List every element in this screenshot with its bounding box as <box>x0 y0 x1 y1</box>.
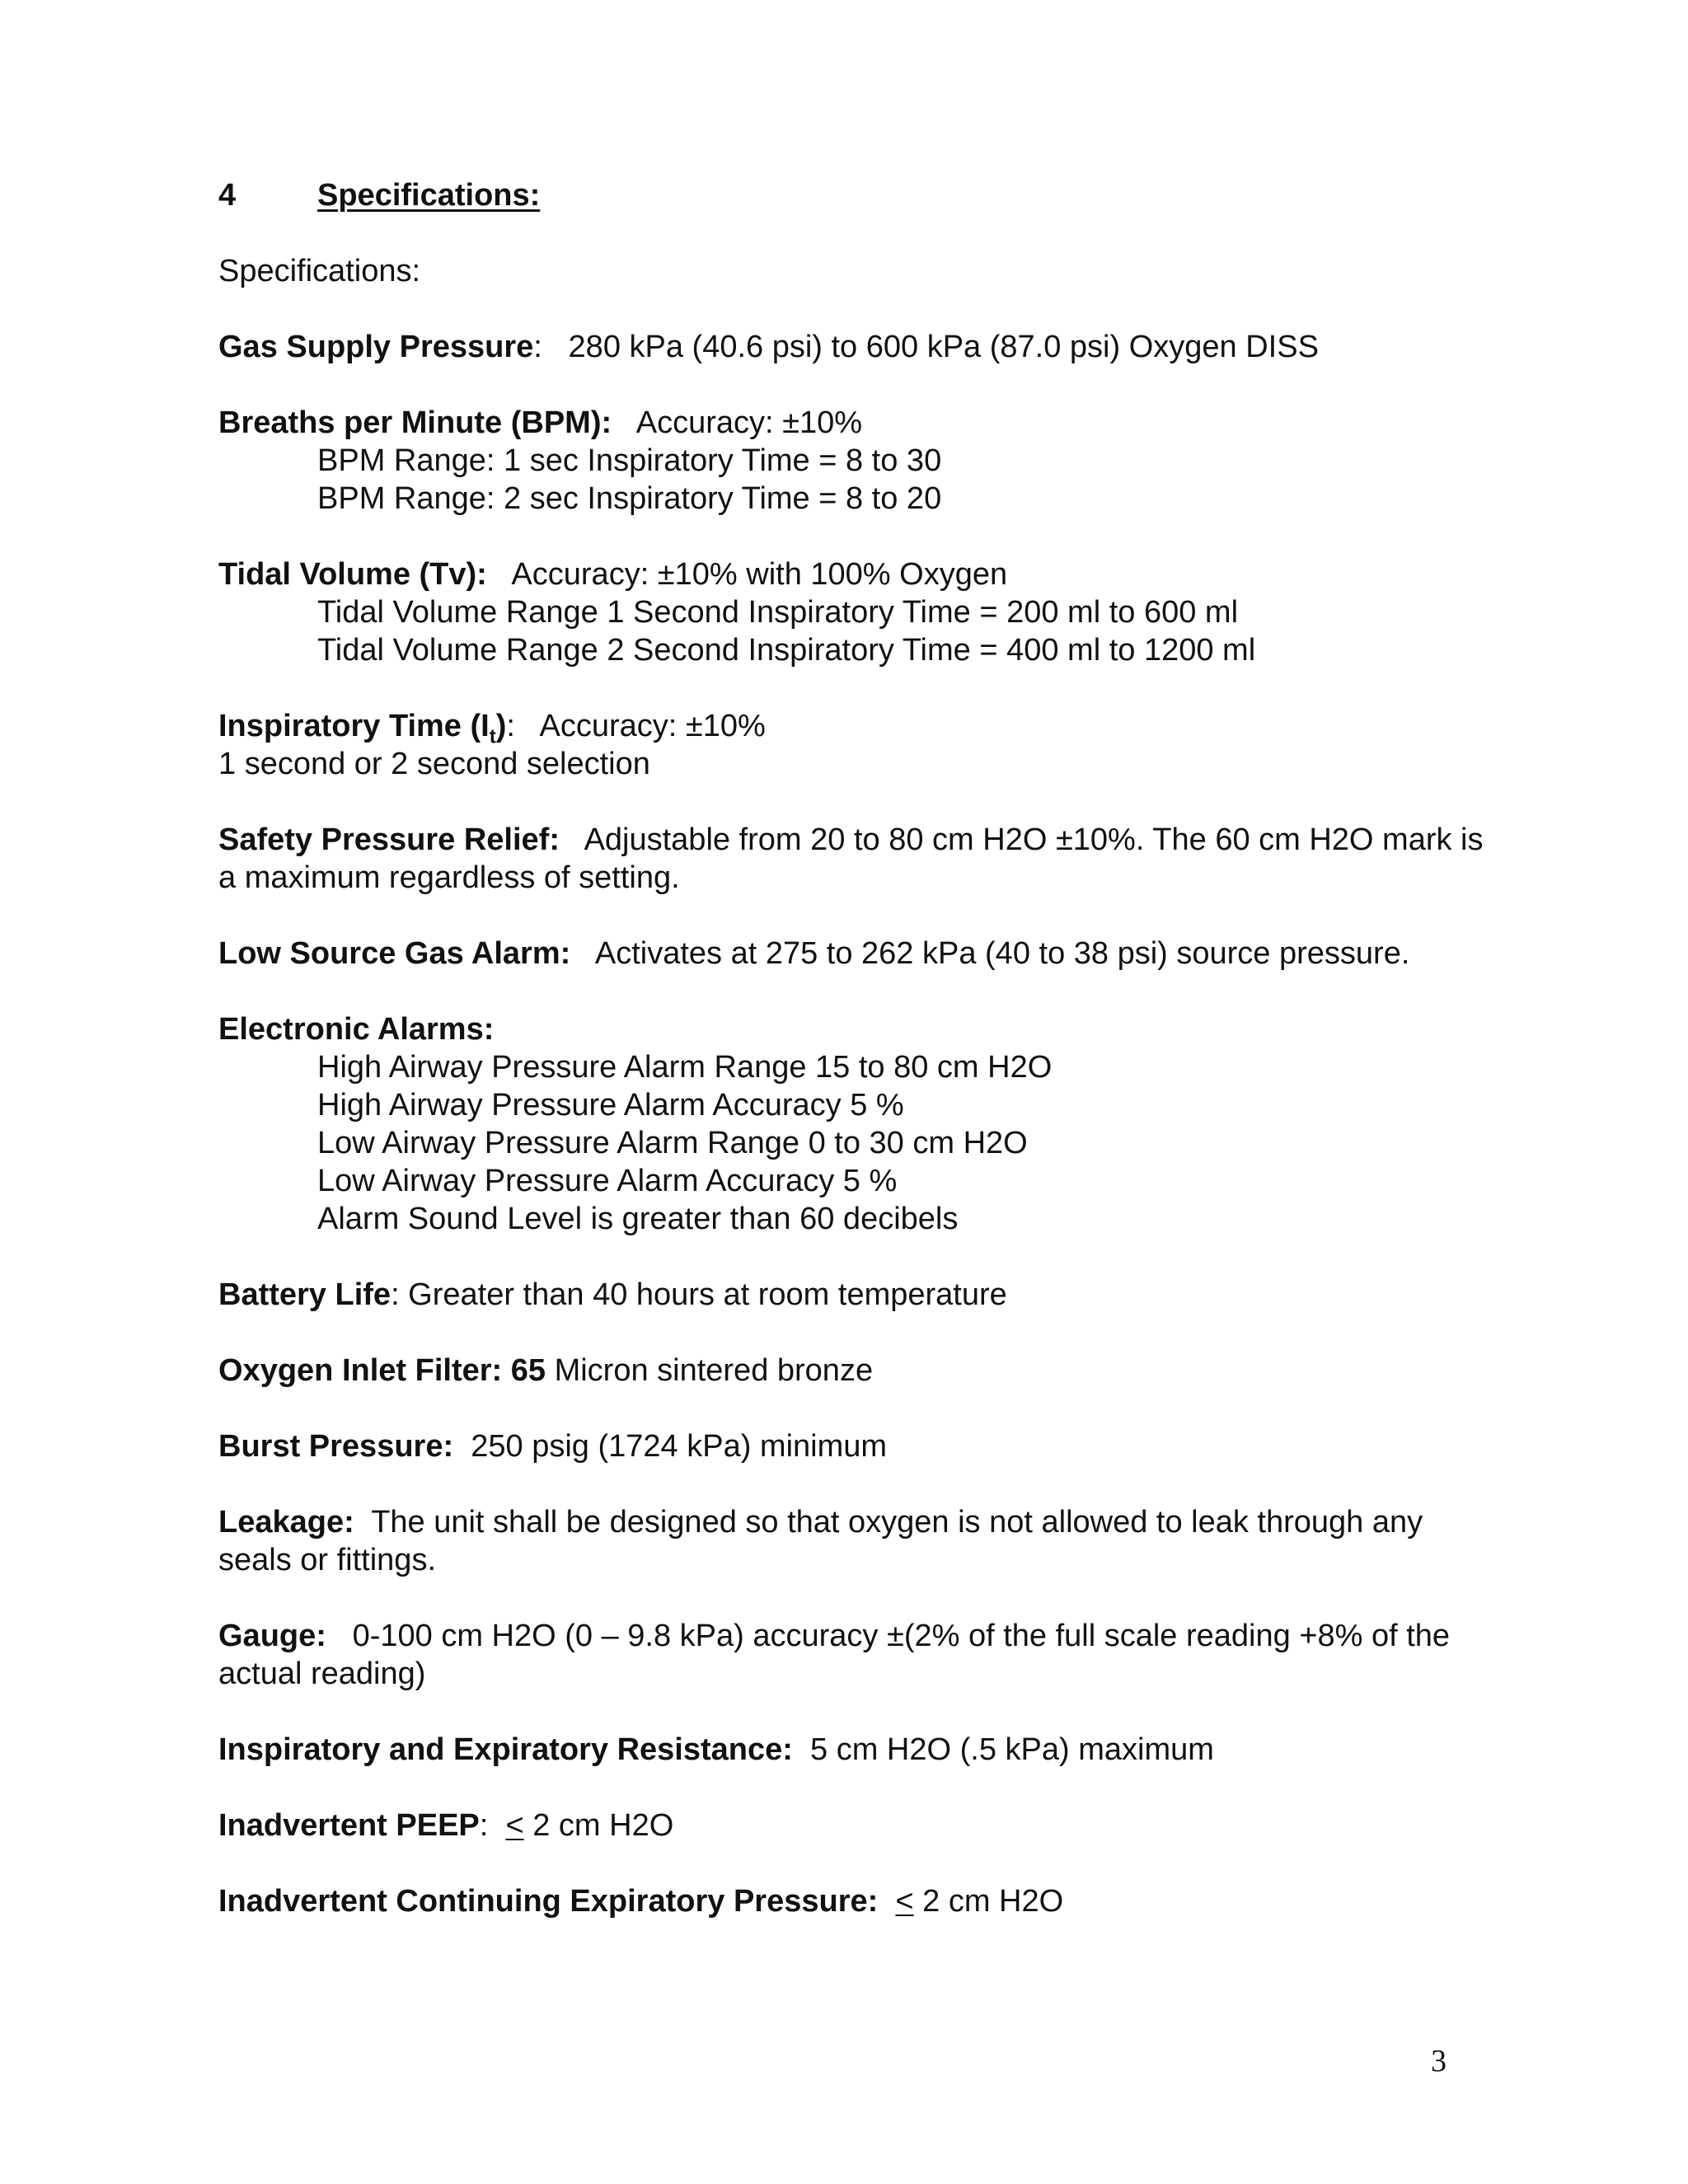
alarm-line-1: High Airway Pressure Alarm Range 15 to 80 cm H2O <box>317 1050 1053 1085</box>
inspiratory-time-label-close: ) <box>495 709 507 743</box>
tidal-volume <box>218 555 1504 669</box>
gas-supply-sep: : <box>533 330 542 364</box>
gauge-value: 0-100 cm H2O (0 – 9.8 kPa) accuracy ±(2% of the full scale reading +8% of the actual reading) <box>218 1619 1451 1691</box>
alarm-line-3: Low Airway Pressure Alarm Range 0 to 30 cm H2O <box>317 1126 1028 1160</box>
intro-line: Specifications: <box>218 254 421 288</box>
alarm-line-4: Low Airway Pressure Alarm Accuracy 5 % <box>317 1164 898 1198</box>
oxygen-filter-label: Oxygen Inlet Filter: 65 <box>218 1353 546 1388</box>
inspiratory-time-sep: : <box>506 709 515 743</box>
oxygen-inlet-filter <box>218 1352 1504 1390</box>
electronic-alarms <box>218 1010 1504 1238</box>
burst-label: Burst Pressure: <box>218 1429 454 1464</box>
low-source-value: Activates at 275 to 262 kPa (40 to 38 psi) source pressure. <box>594 936 1410 971</box>
bpm-range-2: BPM Range: 2 sec Inspiratory Time = 8 to 20 <box>317 481 942 516</box>
inspiratory-expiratory-resistance <box>218 1731 1504 1769</box>
resistance-label: Inspiratory and Expiratory Resistance: <box>218 1732 793 1767</box>
leakage-value: The unit shall be designed so that oxygen is not allowed to leak through any seals or fittings. <box>218 1505 1423 1577</box>
resistance-value: 5 cm H2O (.5 kPa) maximum <box>810 1732 1214 1767</box>
inspiratory-time-label-main: Inspiratory Time (I <box>218 709 490 743</box>
safety-relief-value: Adjustable from 20 to 80 cm H2O ±10%. The 60 cm H2O mark is a maximum regardless of setting. <box>218 823 1484 895</box>
inadvertent-peep <box>218 1807 1504 1844</box>
safety-pressure-relief <box>218 821 1504 897</box>
section-title: Specifications: <box>317 178 541 213</box>
oxygen-filter-value: Micron sintered bronze <box>554 1353 874 1388</box>
bpm-range-1: BPM Range: 1 sec Inspiratory Time = 8 to 30 <box>317 443 942 478</box>
bpm-accuracy: Accuracy: ±10% <box>635 405 863 440</box>
peep-sep: : <box>479 1808 489 1843</box>
section-heading <box>218 176 1504 214</box>
specifications-content <box>218 176 1504 1958</box>
inspiratory-time <box>218 707 1504 783</box>
tidal-volume-range-2: Tidal Volume Range 2 Second Inspiratory Time = 400 ml to 1200 ml <box>317 633 1256 668</box>
tidal-volume-label: Tidal Volume (Tv): <box>218 557 487 592</box>
electronic-alarms-label: Electronic Alarms: <box>218 1012 495 1047</box>
leakage <box>218 1503 1504 1579</box>
continuing-label: Inadvertent Continuing Expiratory Pressure: <box>218 1884 879 1919</box>
alarm-line-5: Alarm Sound Level is greater than 60 decibels <box>317 1202 959 1236</box>
burst-value: 250 psig (1724 kPa) minimum <box>471 1429 888 1464</box>
leakage-label: Leakage: <box>218 1505 354 1540</box>
gauge-label: Gauge: <box>218 1619 326 1653</box>
battery-life <box>218 1276 1504 1314</box>
section-number: 4 <box>218 178 237 213</box>
gauge <box>218 1617 1504 1693</box>
tidal-volume-accuracy: Accuracy: ±10% with 100% Oxygen <box>511 557 1008 592</box>
burst-pressure <box>218 1427 1504 1465</box>
low-source-gas-alarm <box>218 935 1504 972</box>
low-source-label: Low Source Gas Alarm: <box>218 936 571 971</box>
battery-label: Battery Life <box>218 1277 392 1312</box>
peep-value: 2 cm H2O <box>532 1808 674 1843</box>
continuing-value: 2 cm H2O <box>922 1884 1064 1919</box>
inspiratory-time-label-sub: t <box>489 725 496 748</box>
gas-supply-value: 280 kPa (40.6 psi) to 600 kPa (87.0 psi) Oxygen DISS <box>568 330 1319 364</box>
alarm-line-2: High Airway Pressure Alarm Accuracy 5 % <box>317 1088 904 1122</box>
inspiratory-time-selection: 1 second or 2 second selection <box>218 747 650 781</box>
inspiratory-time-label <box>218 709 507 748</box>
battery-value: : Greater than 40 hours at room temperature <box>391 1277 1007 1312</box>
safety-relief-label: Safety Pressure Relief: <box>218 823 560 857</box>
continuing-le-symbol: < <box>895 1884 914 1919</box>
bpm-label: Breaths per Minute (BPM): <box>218 405 612 440</box>
page-number: 3 <box>1431 2044 1447 2079</box>
gas-supply-pressure <box>218 328 1504 366</box>
inspiratory-time-accuracy: Accuracy: ±10% <box>539 709 766 743</box>
gas-supply-label: Gas Supply Pressure <box>218 330 534 364</box>
peep-label: Inadvertent PEEP <box>218 1808 480 1843</box>
peep-le-symbol: < <box>505 1808 524 1843</box>
inadvertent-continuing-pressure <box>218 1882 1504 1920</box>
tidal-volume-range-1: Tidal Volume Range 1 Second Inspiratory Time = 200 ml to 600 ml <box>317 595 1239 630</box>
breaths-per-minute <box>218 404 1504 518</box>
